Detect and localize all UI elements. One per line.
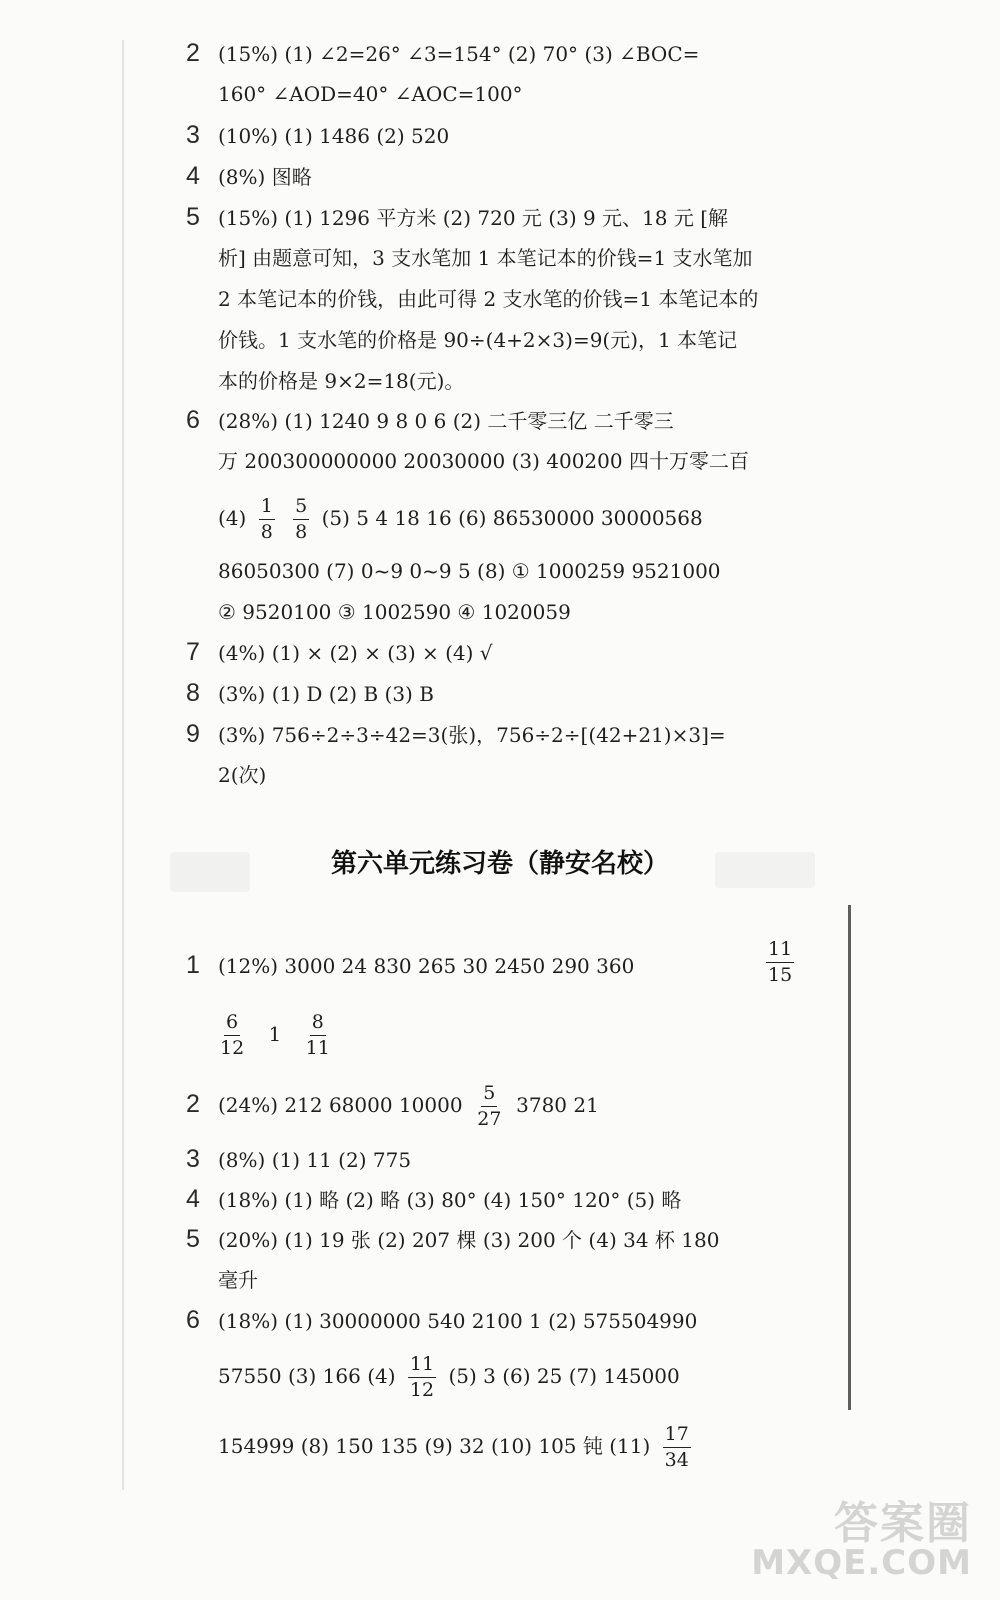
answer-6: 6 (28%) (1) 1240 9 8 0 6 (2) 二千零三亿 二千零三 [186,406,674,434]
answer-5-cont: 价钱。1 支水笔的价格是 90÷(4+2×3)=9(元)，1 本笔记 [218,328,738,352]
answer-2: 2 (15%) (1) ∠2=26° ∠3=154° (2) 70° (3) ∠BOC= [186,39,700,67]
answer-5: 5 (15%) (1) 1296 平方米 (2) 720 元 (3) 9 元、18 元 [解 [186,203,729,231]
fraction: $\frac{6}{12}$ [220,1011,245,1059]
answer-5-cont: 2 本笔记本的价钱，由此可得 2 支水笔的价钱=1 本笔记本的 [218,287,759,311]
answer-b-3: 3 (8%) (1) 11 (2) 775 [186,1145,412,1173]
left-margin-line [122,40,124,1490]
answer-text: (8%) 图略 [218,165,312,189]
section-title: 第六单元练习卷（静安名校） [330,849,669,879]
fraction: $\frac{5}{27}$ [477,1082,502,1130]
fraction: $\frac{11}{15}$ [768,938,793,986]
answer-b-4: 4 (18%) (1) 略 (2) 略 (3) 80° (4) 150° 120° (5) 略 [186,1185,682,1213]
fraction: $\frac{8}{11}$ [305,1011,330,1059]
answer-text: (15%) (1) ∠2=26° ∠3=154° (2) 70° (3) ∠BOC= [218,42,700,66]
answer-6-cont: ② 9520100 ③ 1002590 ④ 1020059 [218,600,571,624]
answer-7: 7 (4%) (1) × (2) × (3) × (4) √ [186,638,493,666]
answer-4: 4 (8%) 图略 [186,162,312,190]
right-margin-line [848,905,851,1410]
answer-text: (18%) (1) 略 (2) 略 (3) 80° (4) 150° 120° (5) 略 [218,1188,682,1212]
answer-text: (15%) (1) 1296 平方米 (2) 720 元 (3) 9 元、18 元 [解 [218,206,729,230]
site-watermark: 答案圈 MXQE.COM [751,1498,972,1583]
answer-b-6-cont: 154999 (8) 150 135 (9) 32 (10) 105 钝 (11) $\frac{17}{34}$ [218,1423,689,1471]
answer-9: 9 (3%) 756÷2÷3÷42=3(张)，756÷2÷[(42+21)×3]= [186,720,726,748]
answer-b-2: 2 (24%) 212 68000 10000 $\frac{5}{27}$ 3780 21 [186,1082,599,1130]
fraction: $\frac{11}{12}$ [409,1353,435,1401]
fraction: $\frac{17}{34}$ [664,1423,689,1471]
answer-text: (20%) (1) 19 张 (2) 207 棵 (3) 200 个 (4) 34 杯 180 [218,1228,720,1252]
fraction: $\frac{5}{8}$ [295,495,308,543]
answer-text: (3%) (1) D (2) B (3) B [218,682,434,706]
answer-6-cont: (4) $\frac{1}{8}$ $\frac{5}{8}$ (5) 5 4 18 16 (6) 86530000 30000568 [218,495,703,543]
answer-text: (12%) 3000 24 830 265 30 2450 290 360 [218,954,635,978]
answer-2-cont: 160° ∠AOD=40° ∠AOC=100° [218,82,523,106]
answer-b-5-cont: 毫升 [218,1268,258,1292]
fraction: $\frac{1}{8}$ [260,495,273,543]
answer-b-1-cont: $\frac{6}{12}$ 1 $\frac{8}{11}$ [220,1011,330,1059]
answer-text: (18%) (1) 30000000 540 2100 1 (2) 575504990 [218,1309,698,1333]
answer-b-1: 1 (12%) 3000 24 830 265 30 2450 290 360 [186,951,635,979]
answer-b-6-cont: 57550 (3) 166 (4) $\frac{11}{12}$ (5) 3 (6) 25 (7) 145000 [218,1353,680,1401]
answer-text: (3%) 756÷2÷3÷42=3(张)，756÷2÷[(42+21)×3]= [218,723,726,747]
answer-text: (4%) (1) × (2) × (3) × (4) √ [218,641,493,665]
answer-text: (10%) (1) 1486 (2) 520 [218,124,450,148]
answer-6-cont: 86050300 (7) 0~9 0~9 5 (8) ① 1000259 9521000 [218,559,721,583]
answer-5-cont: 本的价格是 9×2=18(元)。 [218,369,465,393]
answer-text: (8%) (1) 11 (2) 775 [218,1148,412,1172]
answer-b-6: 6 (18%) (1) 30000000 540 2100 1 (2) 575504990 [186,1306,698,1334]
answer-b-5: 5 (20%) (1) 19 张 (2) 207 棵 (3) 200 个 (4) 34 杯 180 [186,1225,720,1253]
answer-6-cont: 万 200300000000 20030000 (3) 400200 四十万零二百 [218,449,749,473]
answer-8: 8 (3%) (1) D (2) B (3) B [186,679,434,707]
answer-9-cont: 2(次) [218,763,267,787]
answer-text: (28%) (1) 1240 9 8 0 6 (2) 二千零三亿 二千零三 [218,409,674,433]
answer-3: 3 (10%) (1) 1486 (2) 520 [186,121,450,149]
answer-5-cont: 析] 由题意可知，3 支水笔加 1 本笔记本的价钱=1 支水笔加 [218,246,753,270]
